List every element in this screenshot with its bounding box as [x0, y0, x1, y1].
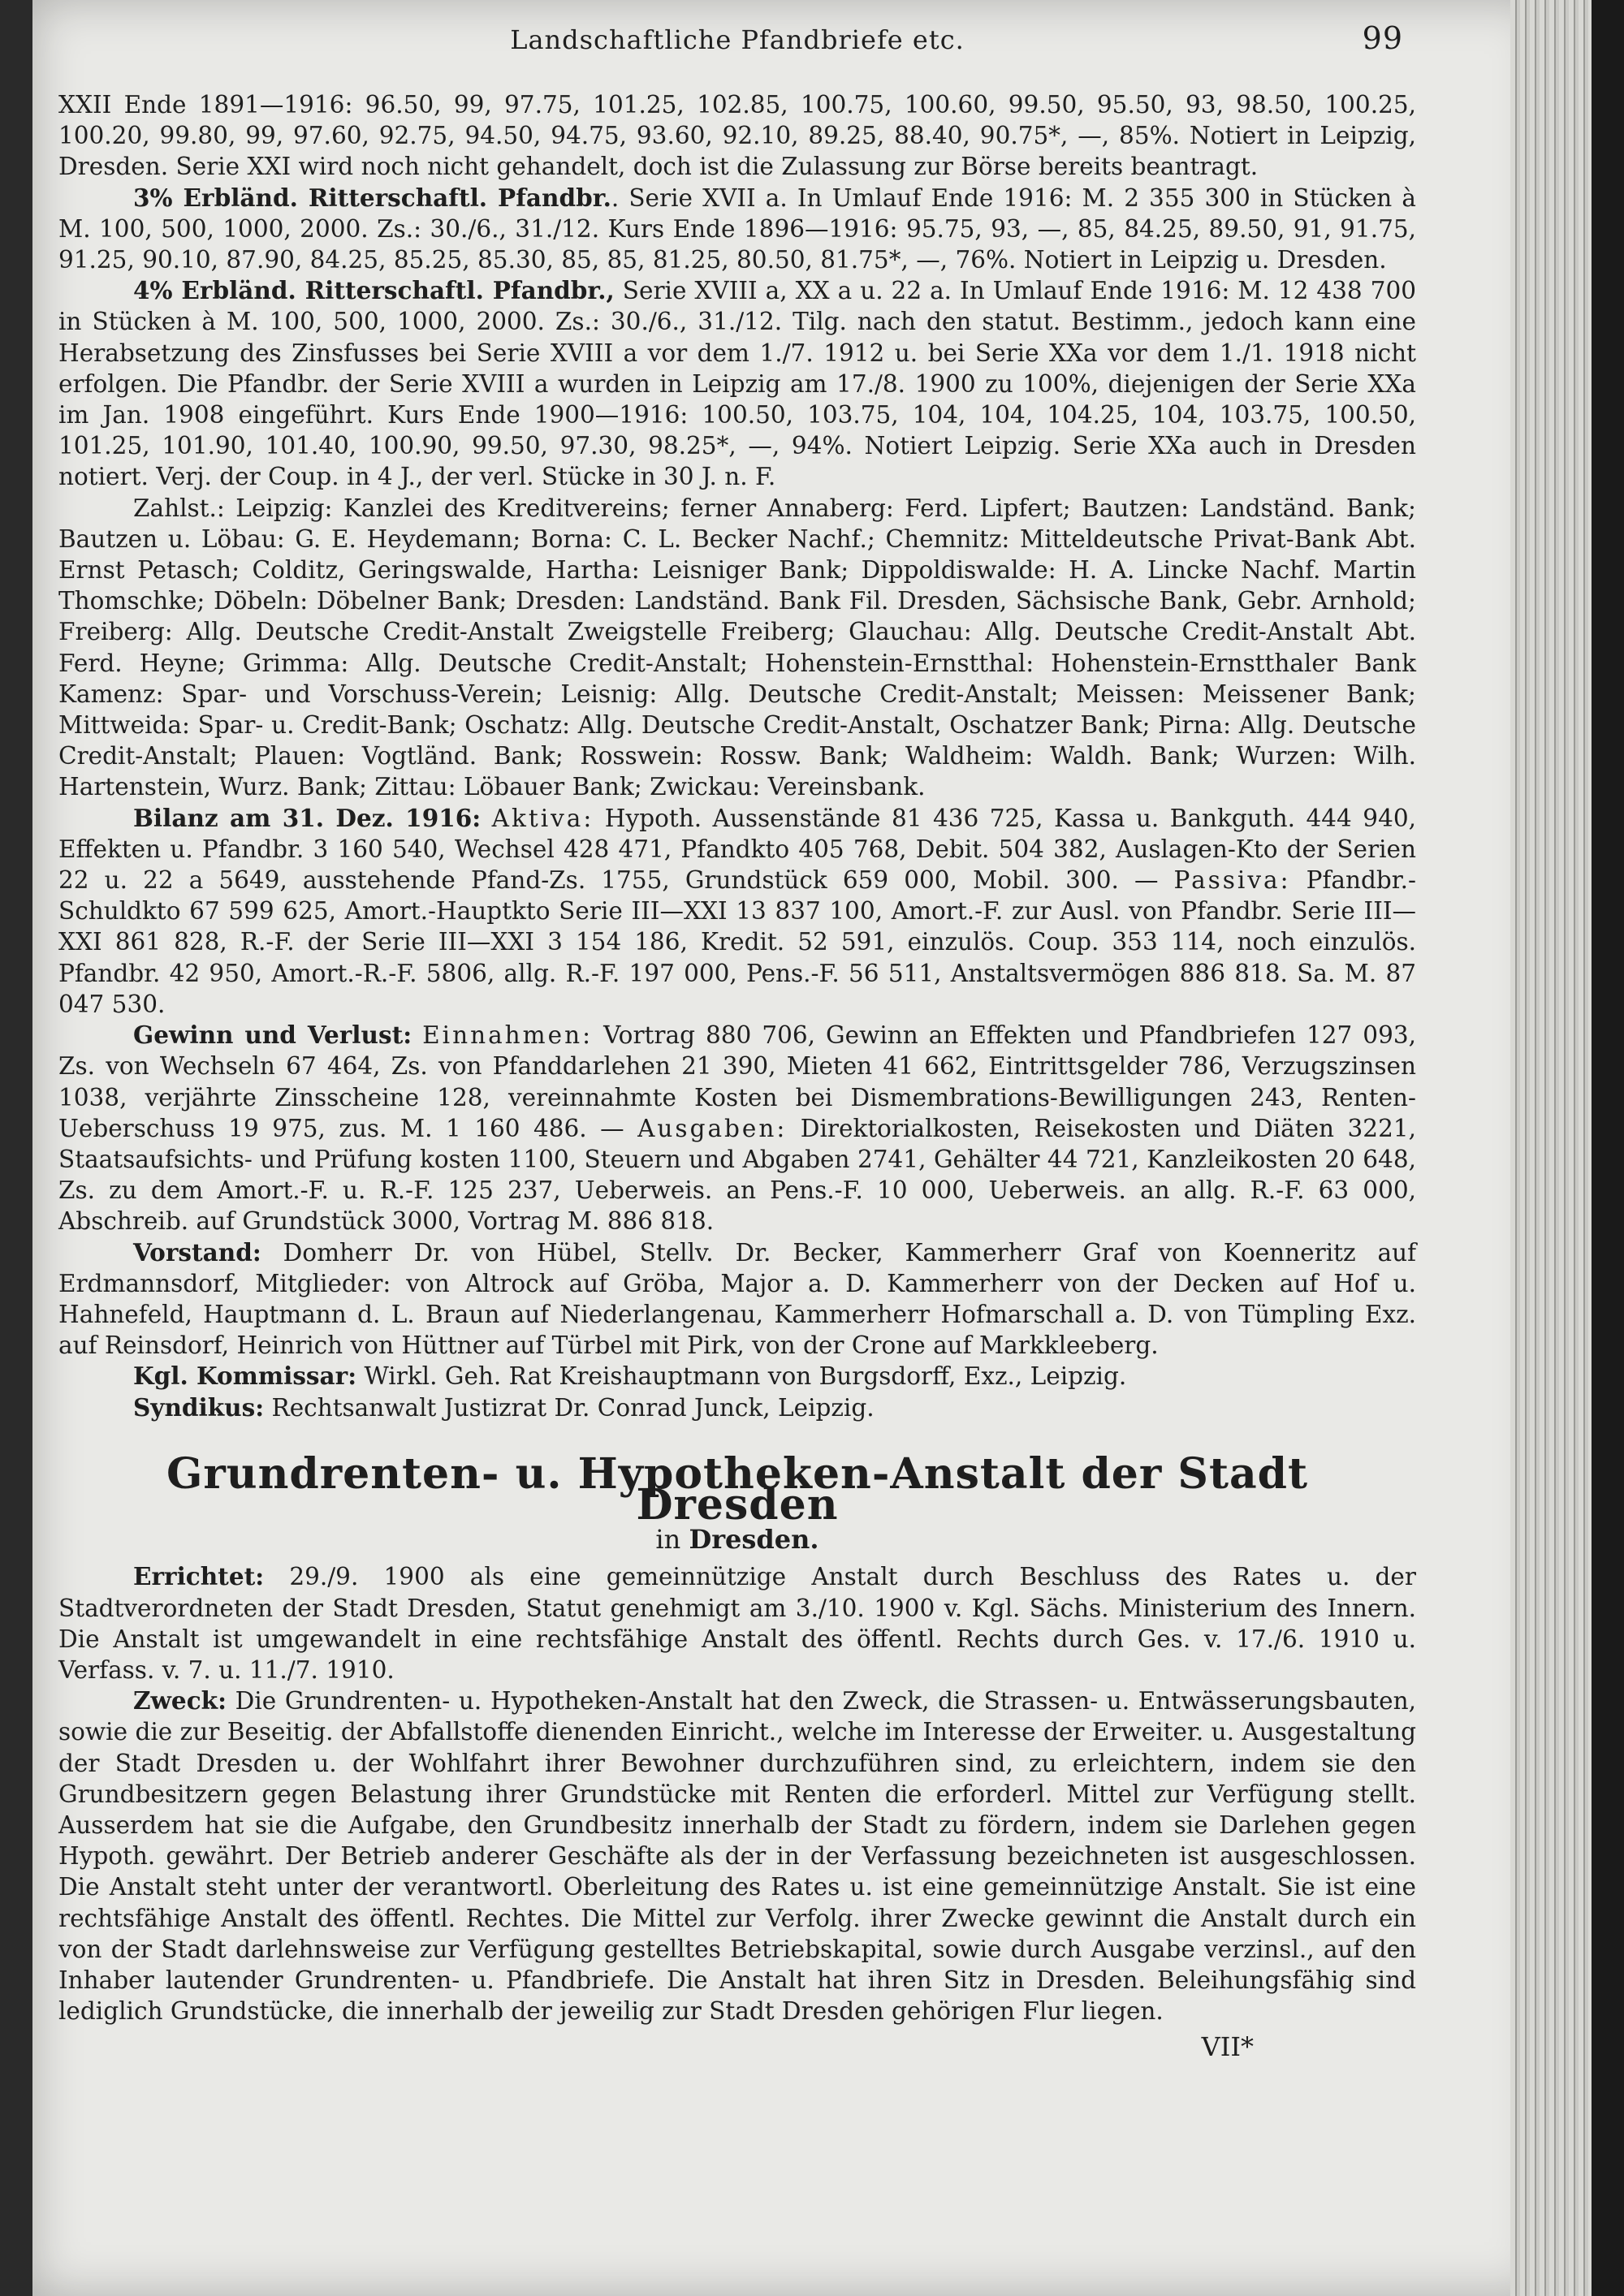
paragraph-serie-xxii: XXII Ende 1891—1916: 96.50, 99, 97.75, 101.25, 102.85, 100.75, 100.60, 99.50, 95.50, 93, 98.50, 100.25, 100.20, 99.80, 99, 97.60, 92.75, 94.50, 94.75, 93.60, 92.10, 89.25, 88.40, 90.75*, —, 85%. Notiert in Leipzig, Dresden. Serie XXI wird noch nicht gehandelt, doch ist die Zulassung zur Börse bereits beantragt.: [58, 91, 1416, 181]
einnahmen-label: Einnahmen:: [422, 1021, 594, 1050]
header-title: Landschaftliche Pfandbriefe etc.: [510, 24, 965, 55]
gewinn-heading: Gewinn und Verlust:: [133, 1021, 412, 1050]
kommissar-heading: Kgl. Kommissar:: [133, 1362, 357, 1391]
page-number: 99: [1362, 20, 1403, 56]
paragraph-zahlstellen: Zahlst.: Leipzig: Kanzlei des Kreditvereins; ferner Annaberg: Ferd. Lipfert; Bautzen: Landständ. Bank; Bautzen u. Löbau: G. E. Heydemann; Borna: C. L. Becker Nachf.; Chemnitz: Mitteldeutsche Privat-Bank Abt. Ernst Petasch; Colditz, Geringswalde, Hartha: Leisniger Bank; Dippoldiswalde: H. A. Lincke Nachf. Martin Thomschke; Döbeln: Döbelner Bank; Dresden: Landständ. Bank Fil. Dresden, Sächsische Bank, Gebr. Arnhold; Freiberg: Allg. Deutsche Credit-Anstalt Zweigstelle Freiberg; Glauchau: Allg. Deutsche Credit-Anstalt Abt. Ferd. Heyne; Grimma: Allg. Deutsche Credit-Anstalt; Hohenstein-Ernstthal: Hohenstein-Ernstthaler Bank Kamenz: Spar- und Vorschuss-Verein; Leisnig: Allg. Deutsche Credit-Anstalt; Meissen: Meissener Bank; Mittweida: Spar- u. Credit-Bank; Oschatz: Allg. Deutsche Credit-Anstalt, Oschatzer Bank; Pirna: Allg. Deutsche Credit-Anstalt; Plauen: Vogtländ. Bank; Rosswein: Rossw. Bank; Waldheim: Waldh. Bank; Wurzen: Wilh. Hartenstein, Wurz. Bank; Zittau: Löbauer Bank; Zwickau: Vereinsbank.: [58, 494, 1416, 801]
aktiva-text: Hypoth. Aussenstände 81 436 725, Kassa u. Bankguth. 444 940, Effekten u. Pfandbr. 3 160 540, Wechsel 428 471, Pfandkto 405 768, Debit. 504 382, Auslagen-Kto der Serien 22 u. 22 a 5649, ausstehende Pfand-Zs. 1755, Grundstück 659 000, Mobil. 300. —: [58, 804, 1416, 895]
signature-mark: VII*: [1201, 2031, 1254, 2063]
zweck-heading: Zweck:: [133, 1686, 227, 1716]
errichtet-heading: Errichtet:: [133, 1562, 265, 1591]
errichtet-text: 29./9. 1900 als eine gemeinnützige Anstalt durch Beschluss des Rates u. der Stadtverordneten der Stadt Dresden, Statut genehmigt am 3./10. 1900 v. Kgl. Sächs. Ministerium des Innern. Die Anstalt ist umgewandelt in eine rechtsfähige Anstalt des öffentl. Rechts durch Ges. v. 17./6. 1910 u. Verfass. v. 7. u. 11./7. 1910.: [58, 1563, 1416, 1684]
erbland4-heading: 4% Erbländ. Ritterschaftl. Pfandbr.,: [133, 276, 615, 305]
page-content: [58, 20, 1416, 2063]
paragraph-errichtet: [58, 1561, 1416, 1685]
syndikus-text: Rechtsanwalt Justizrat Dr. Conrad Junck, Leipzig.: [264, 1393, 875, 1422]
erbland3-text: . Serie XVII a. In Umlauf Ende 1916: M. 2 355 300 in Stücken à M. 100, 500, 1000, 2000. Zs.: 30./6., 31./12. Kurs Ende 1896—1916: 95.75, 93, —, 85, 84.25, 89.50, 91, 91.75, 91.25, 90.10, 87.90, 84.25, 85.25, 85.30, 85, 85, 81.25, 80.50, 81.75*, —, 76%. Notiert in Leipzig u. Dresden.: [58, 183, 1416, 274]
passiva-label: Passiva:: [1173, 866, 1291, 895]
subtitle-prefix: in: [655, 1524, 689, 1556]
einnahmen-text: Vortrag 880 706, Gewinn an Effekten und Pfandbriefen 127 093, Zs. von Wechseln 67 464, Zs. von Pfanddarlehen 21 390, Mieten 41 662, Eintrittsgelder 786, Verzugszinsen 1038, verjährte Zinsscheine 128, vereinnahmte Kosten bei Dismembrations-Bewilligungen 243, Renten-Ueberschuss 19 975, zus. M. 1 160 486. —: [58, 1021, 1416, 1142]
passiva-text: Pfandbr.-Schuldkto 67 599 625, Amort.-Hauptkto Serie III—XXI 13 837 100, Amort.-F. zur Ausl. von Pfandbr. Serie III—XXI 861 828, R.-F. der Serie III—XXI 3 154 186, Kredit. 52 591, einzulös. Coup. 353 114, noch einzulös. Pfandbr. 42 950, Amort.-R.-F. 5806, allg. R.-F. 197 000, Pens.-F. 56 511, Anstaltsvermögen 886 818. Sa. M. 87 047 530.: [58, 866, 1416, 1018]
page-edges: [1510, 0, 1592, 2296]
paragraph-bilanz: [58, 803, 1416, 1020]
paragraph-kommissar: [58, 1361, 1416, 1392]
vorstand-heading: Vorstand:: [133, 1237, 261, 1267]
running-header: [58, 20, 1416, 57]
erbland4-text: Serie XVIII a, XX a u. 22 a. In Umlauf Ende 1916: M. 12 438 700 in Stücken à M. 100, 500, 1000, 2000. Zs.: 30./6., 31./12. Tilg. nach den statut. Bestimm., jedoch kann eine Herabsetzung des Zinsfusses bei Serie XVIII a vor dem 1./7. 1912 u. bei Serie XXa vor dem 1./1. 1918 nicht erfolgen. Die Pfandbr. der Serie XVIII a wurden in Leipzig am 17./8. 1900 zu 100%, diejenigen der Serie XXa im Jan. 1908 eingeführt. Kurs Ende 1900—1916: 100.50, 103.75, 104, 104, 104.25, 104, 103.75, 100.50, 101.25, 101.90, 101.40, 100.90, 99.50, 97.30, 98.25*, —, 94%. Notiert Leipzig. Serie XXa auch in Dresden notiert. Verj. der Coup. in 4 J., der verl. Stücke in 30 J. n. F.: [58, 277, 1416, 491]
erbland3-heading: 3% Erbländ. Ritterschaftl. Pfandbr.: [133, 183, 611, 212]
syndikus-heading: Syndikus:: [133, 1392, 265, 1422]
section-subtitle: [58, 1524, 1416, 1555]
zweck-text: Die Grundrenten- u. Hypotheken-Anstalt hat den Zweck, die Strassen- u. Entwässerungsbauten, sowie die zur Beseitig. der Abfallstoffe dienenden Einricht., welche im Interesse der Erweiter. u. Ausgestaltung der Stadt Dresden u. der Wohlfahrt ihrer Bewohner durchzuführen sind, zu erleichtern, indem sie den Grundbesitzern gegen Belastung ihrer Grundstücke mit Renten die erforderl. Mittel zur Verfügung stellt. Ausserdem hat sie die Aufgabe, den Grundbesitz innerhalb der Stadt zu fördern, indem sie Darlehen gegen Hypoth. gewährt. Der Betrieb anderer Geschäfte als der in der Verfassung bezeichneten ist ausgeschlossen. Die Anstalt steht unter der verantwortl. Oberleitung des Rates u. ist eine gemeinnützige Anstalt. Sie ist eine rechtsfähige Anstalt des öffentl. Rechtes. Die Mittel zur Verfolg. ihrer Zwecke gewinnt die Anstalt durch ein von der Stadt darlehnsweise zur Verfügung gestelltes Betriebskapital, sowie durch Ausgabe verzinsl., auf den Inhaber lautender Grundrenten- u. Pfandbriefe. Die Anstalt hat ihren Sitz in Dresden. Beleihungsfähig sind lediglich Grundstücke, die innerhalb der jeweilig zur Stadt Dresden gehörigen Flur liegen.: [58, 1687, 1416, 2026]
paragraph-syndikus: [58, 1392, 1416, 1423]
ausgaben-text: Direktorialkosten, Reisekosten und Diäten 3221, Staatsaufsichts- und Prüfung kosten 1100, Steuern und Abgaben 2741, Gehälter 44 721, Kanzleikosten 20 648, Zs. zu dem Amort.-F. u. R.-F. 125 237, Ueberweis. an Pens.-F. 10 000, Ueberweis. an allg. R.-F. 63 000, Abschreib. auf Grundstück 3000, Vortrag M. 886 818.: [58, 1114, 1416, 1236]
ausgaben-label: Ausgaben:: [637, 1114, 788, 1142]
aktiva-label: Aktiva:: [491, 804, 594, 832]
paragraph-erbland-4: [58, 275, 1416, 492]
book-spine-shadow: [0, 0, 32, 2296]
subtitle-city: Dresden.: [689, 1524, 819, 1556]
section-title: Grundrenten- u. Hypotheken-Anstalt der Stadt Dresden: [166, 1448, 1309, 1530]
paragraph-vorstand: [58, 1237, 1416, 1362]
paragraph-erbland-3: [58, 183, 1416, 276]
vorstand-text: Domherr Dr. von Hübel, Stellv. Dr. Becker, Kammerherr Graf von Koenneritz auf Erdmannsdorf, Mitglieder: von Altrock auf Gröba, Major a. D. Kammerherr von der Decken auf Hof u. Hahnefeld, Hauptmann d. L. Braun auf Niederlangenau, Kammerherr Hofmarschall a. D. von Tümpling Exz. auf Reinsdorf, Heinrich von Hüttner auf Türbel mit Pirk, von der Crone auf Markkleeberg.: [58, 1238, 1416, 1360]
kommissar-text: Wirkl. Geh. Rat Kreishauptmann von Burgsdorff, Exz., Leipzig.: [356, 1362, 1127, 1391]
bilanz-heading: Bilanz am 31. Dez. 1916:: [133, 803, 482, 832]
paragraph-gewinn-verlust: [58, 1020, 1416, 1236]
paragraph-zweck: [58, 1685, 1416, 2026]
